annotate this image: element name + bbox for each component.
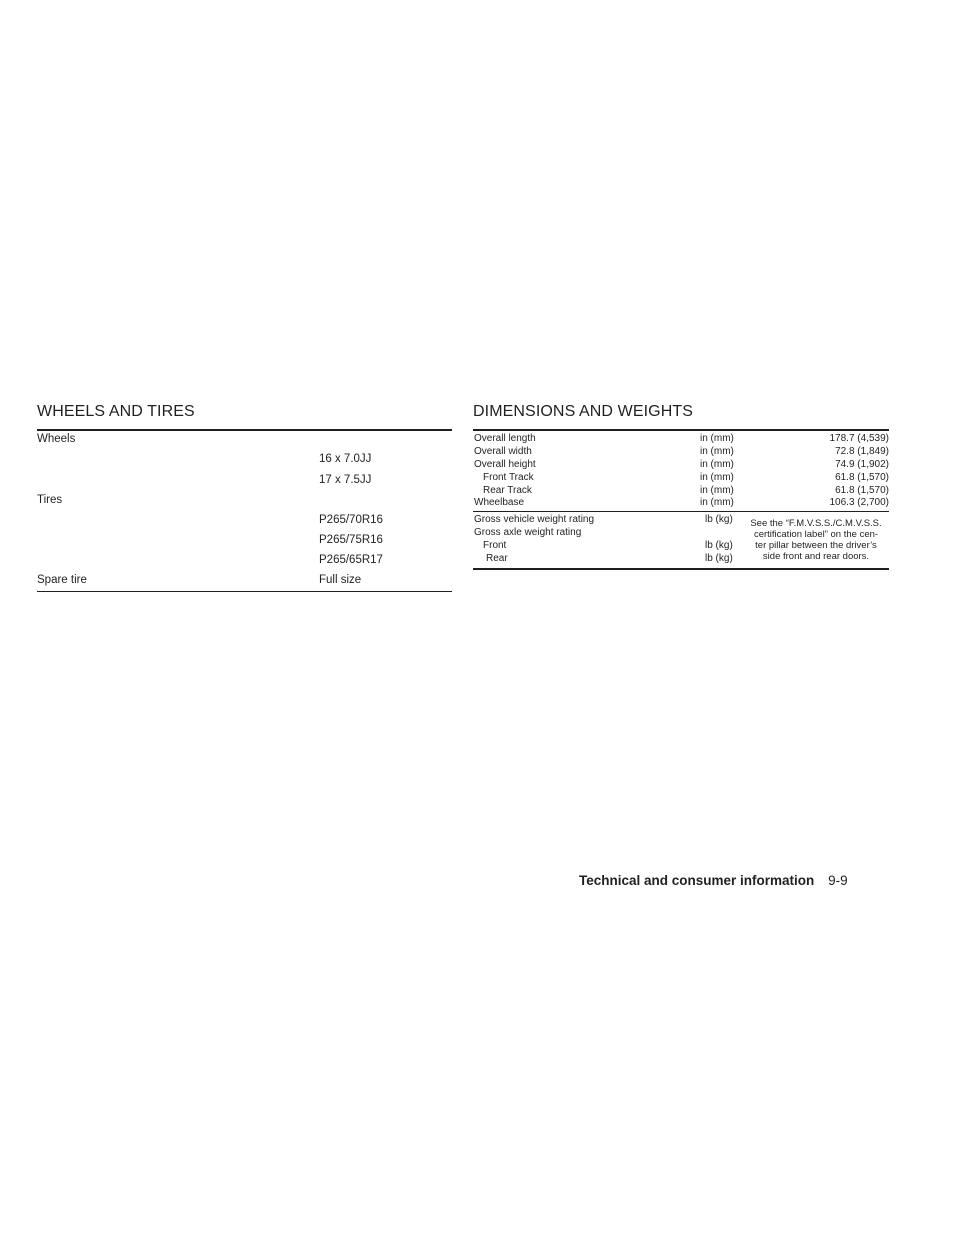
dimensions-weights-divider bbox=[473, 511, 889, 512]
dim-label-rear-track: Rear Track bbox=[483, 485, 532, 496]
wheel-size-17: 17 x 7.5JJ bbox=[319, 474, 372, 486]
dimensions-top-rule bbox=[473, 429, 889, 431]
dim-value-rear-track: 61.8 (1,570) bbox=[835, 485, 889, 496]
weight-label-gawr: Gross axle weight rating bbox=[474, 527, 582, 538]
dim-value-front-track: 61.8 (1,570) bbox=[835, 472, 889, 483]
wheels-label: Wheels bbox=[37, 433, 76, 445]
dim-label-wheelbase: Wheelbase bbox=[474, 497, 525, 508]
dim-unit-front-track: in (mm) bbox=[700, 472, 734, 483]
weights-note-line-3: ter pillar between the driver’s bbox=[755, 540, 877, 551]
weight-label-rear: Rear bbox=[486, 553, 508, 564]
dim-unit-overall-height: in (mm) bbox=[700, 459, 734, 470]
weights-note-line-4: side front and rear doors. bbox=[762, 551, 870, 562]
footer-section-title: Technical and consumer information bbox=[579, 873, 815, 888]
dim-unit-overall-width: in (mm) bbox=[700, 446, 734, 457]
wheels-tires-title: WHEELS AND TIRES bbox=[37, 403, 195, 420]
dim-label-front-track: Front Track bbox=[483, 472, 534, 483]
weight-unit-front: lb (kg) bbox=[705, 540, 733, 551]
dim-label-overall-height: Overall height bbox=[474, 459, 536, 470]
wheels-tires-top-rule bbox=[37, 429, 452, 431]
dim-value-overall-width: 72.8 (1,849) bbox=[835, 446, 889, 457]
wheels-tires-bottom-rule bbox=[37, 591, 452, 592]
dim-value-wheelbase: 106.3 (2,700) bbox=[829, 497, 889, 508]
dim-unit-overall-length: in (mm) bbox=[700, 433, 734, 444]
dimensions-weights-title: DIMENSIONS AND WEIGHTS bbox=[473, 403, 693, 420]
dim-unit-wheelbase: in (mm) bbox=[700, 497, 734, 508]
wheel-size-16: 16 x 7.0JJ bbox=[319, 453, 372, 465]
weight-unit-rear: lb (kg) bbox=[705, 553, 733, 564]
footer-page-number: 9-9 bbox=[828, 873, 848, 888]
weight-unit-gvwr: lb (kg) bbox=[705, 514, 733, 525]
tire-size-2: P265/75R16 bbox=[319, 534, 383, 546]
dim-value-overall-height: 74.9 (1,902) bbox=[835, 459, 889, 470]
dim-value-overall-length: 178.7 (4,539) bbox=[829, 433, 889, 444]
dim-unit-rear-track: in (mm) bbox=[700, 485, 734, 496]
page-footer bbox=[579, 873, 848, 888]
tire-size-1: P265/70R16 bbox=[319, 514, 383, 526]
weights-note-line-1: See the “F.M.V.S.S./C.M.V.S.S. bbox=[750, 518, 882, 529]
tire-size-3: P265/65R17 bbox=[319, 554, 383, 566]
dim-label-overall-width: Overall width bbox=[474, 446, 532, 457]
weight-label-gvwr: Gross vehicle weight rating bbox=[474, 514, 595, 525]
spare-tire-value: Full size bbox=[319, 574, 362, 586]
weights-note bbox=[738, 518, 894, 562]
dimensions-bottom-rule bbox=[473, 568, 889, 570]
weights-note-line-2: certification label” on the cen- bbox=[753, 529, 879, 540]
tires-label: Tires bbox=[37, 494, 63, 506]
weight-label-front: Front bbox=[483, 540, 507, 551]
dim-label-overall-length: Overall length bbox=[474, 433, 536, 444]
spare-tire-label: Spare tire bbox=[37, 574, 87, 586]
